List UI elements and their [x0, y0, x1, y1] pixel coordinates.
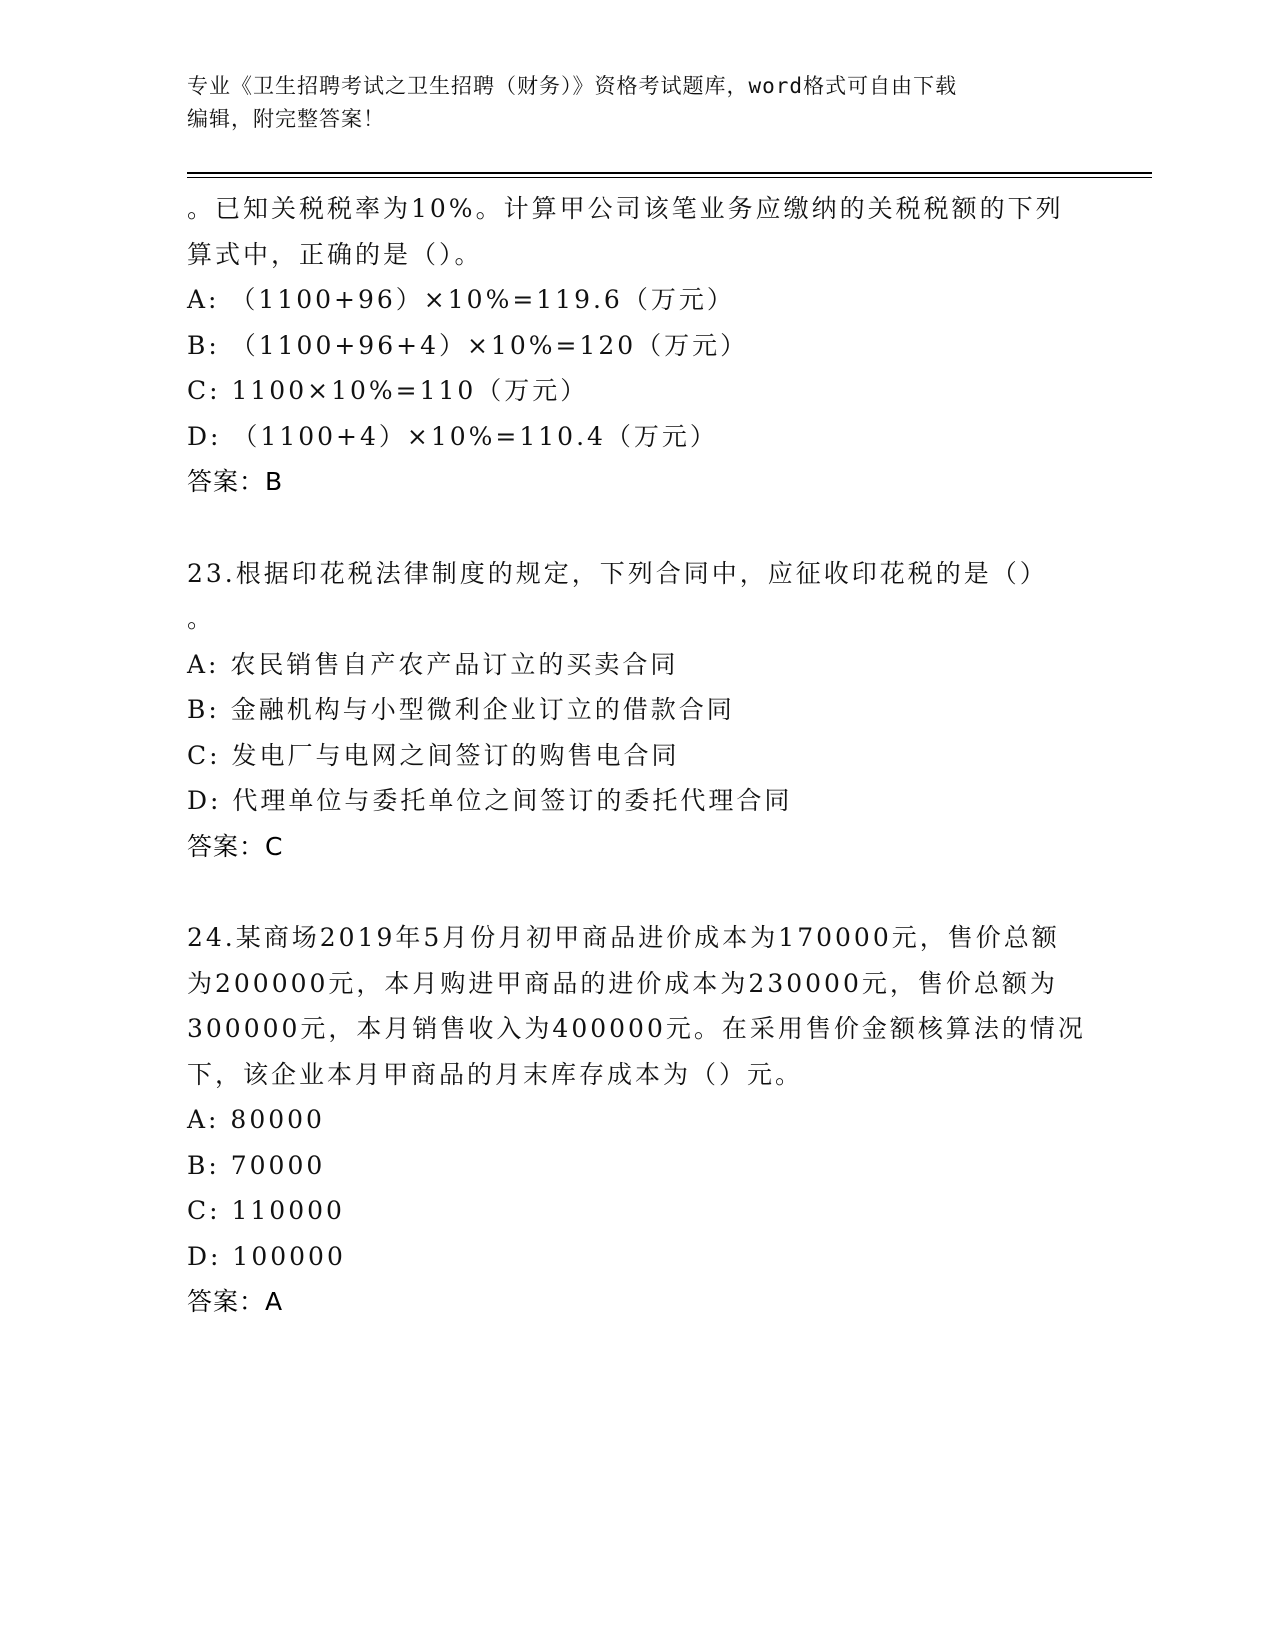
option-a: A: 农民销售自产农产品订立的买卖合同 — [187, 649, 679, 679]
header-divider — [187, 172, 1152, 178]
question-23 — [187, 551, 1147, 870]
question-stem-line: 300000元，本月销售收入为400000元。在采用售价金额核算法的情况 — [187, 1014, 1086, 1043]
option-c: C: 发电厂与电网之间签订的购售电合同 — [187, 740, 680, 770]
question-stem-line: 为200000元，本月购进甲商品的进价成本为230000元，售价总额为 — [187, 968, 1058, 998]
question-24 — [187, 915, 1147, 1325]
question-stem-line: 算式中，正确的是（）。 — [187, 239, 483, 269]
option-a: A: （1100+96）×10%=119.6（万元） — [187, 285, 735, 314]
question-stem-line: 23.根据印花税法律制度的规定，下列合同中，应征收印花税的是（） — [187, 558, 1048, 588]
question-spacer — [187, 869, 1147, 915]
document-page — [187, 70, 1147, 1325]
answer-label: 答案：B — [187, 467, 284, 496]
question-stem-line: 。 — [187, 604, 216, 633]
option-c: C: 1100×10%=110（万元） — [187, 376, 589, 405]
option-d: D: 100000 — [187, 1241, 346, 1271]
option-b: B: 金融机构与小型微利企业订立的借款合同 — [187, 695, 735, 724]
header-line-1: 专业《卫生招聘考试之卫生招聘（财务）》资格考试题库，word格式可自由下载 — [187, 74, 958, 98]
question-22 — [187, 186, 1147, 505]
divider-thin — [187, 177, 1152, 178]
option-d: D: （1100+4）×10%=110.4（万元） — [187, 421, 718, 451]
question-spacer — [187, 505, 1147, 551]
divider-thick — [187, 172, 1152, 174]
answer-label: 答案：A — [187, 1287, 284, 1316]
question-stem-line: 。已知关税税率为10%。计算甲公司该笔业务应缴纳的关税税额的下列 — [187, 194, 1064, 223]
header-line-2: 编辑，附完整答案！ — [187, 107, 385, 131]
question-stem-line: 24.某商场2019年5月份月初甲商品进价成本为170000元，售价总额 — [187, 923, 1060, 952]
question-stem-line: 下，该企业本月甲商品的月末库存成本为（）元。 — [187, 1059, 804, 1089]
option-b: B: （1100+96+4）×10%=120（万元） — [187, 330, 749, 360]
question-list — [187, 186, 1147, 1325]
option-d: D: 代理单位与委托单位之间签订的委托代理合同 — [187, 786, 793, 815]
option-b: B: 70000 — [187, 1150, 326, 1180]
option-a: A: 80000 — [187, 1105, 325, 1134]
answer-label: 答案：C — [187, 831, 284, 861]
option-c: C: 110000 — [187, 1196, 345, 1225]
document-header — [187, 70, 1087, 136]
